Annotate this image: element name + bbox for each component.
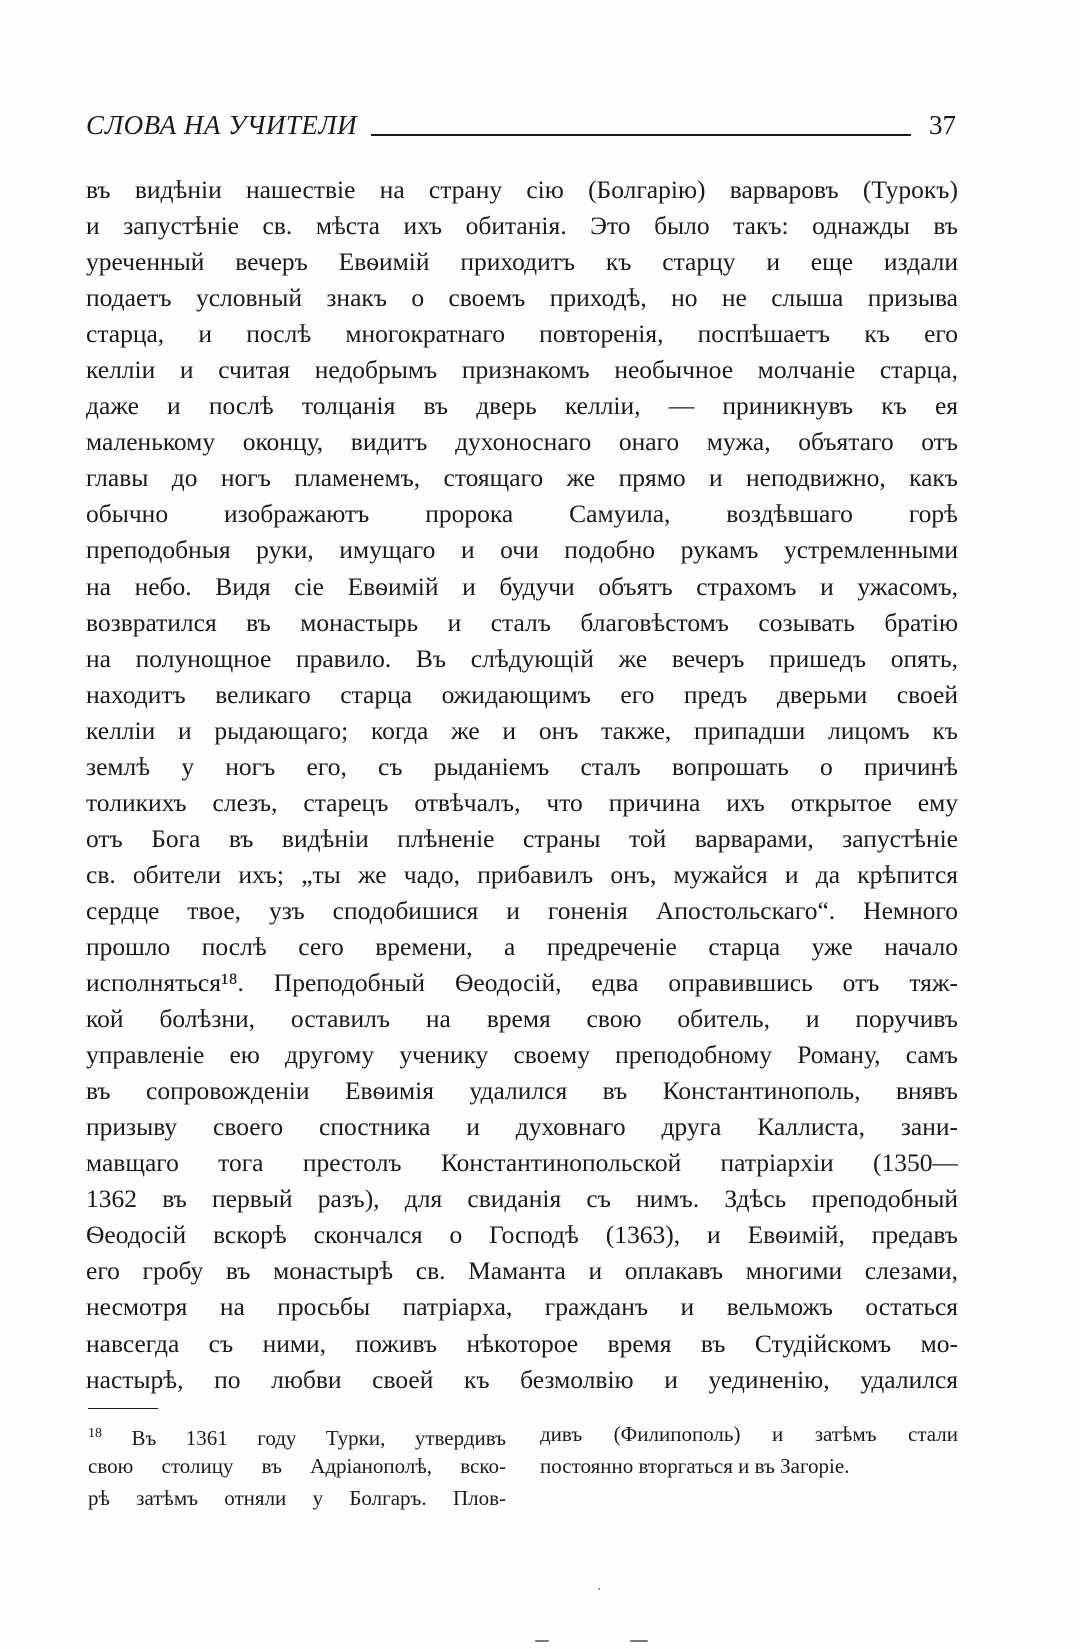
scan-speck: [535, 1640, 549, 1642]
body-line: настырѣ, по любви своей къ безмолвiю и уединенiю, удалился: [86, 1364, 958, 1394]
body-line: старца, и послѣ многократнаго повторенiя, поспѣшаетъ къ его: [86, 319, 958, 349]
body-line: несмотря на просьбы патрiарха, гражданъ и вельможъ остаться: [86, 1292, 958, 1322]
body-line: уреченный вечеръ Евѳимiй приходитъ къ старцу и еще издали: [86, 247, 958, 277]
footnote-marker: 18: [88, 1426, 102, 1441]
body-line: его гробу въ монастырѣ св. Маманта и оплакавъ многими слезами,: [86, 1256, 958, 1286]
body-line: даже и послѣ толцанiя въ дверь келлiи, — приникнувъ къ ея: [86, 391, 958, 421]
body-line: Ѳеодосiй вскорѣ скончался о Господѣ (1363), и Евѳимiй, предавъ: [86, 1220, 958, 1250]
footnote-column-right: [540, 1418, 958, 1482]
body-line: главы до ногъ пламенемъ, стоящаго же прямо и неподвижно, какъ: [86, 463, 958, 493]
body-line: землѣ у ногъ его, съ рыданiемъ сталъ вопрошать о причинѣ: [86, 751, 958, 781]
body-line: сердце твое, узъ сподобишися и гоненiя Апостольскаго“. Немного: [86, 895, 958, 925]
body-line: подаетъ условный знакъ о своемъ приходѣ, но не слыша призыва: [86, 283, 958, 313]
footnote-column-left: [88, 1418, 506, 1514]
body-text: [86, 172, 958, 1398]
body-line: келлiи и рыдающаго; когда же и онъ также, припадши лицомъ къ: [86, 715, 958, 745]
footnote-line: дивъ (Филипополь) и затѣмъ стали: [540, 1422, 958, 1446]
body-line: прошло послѣ сего времени, а предреченiе старца уже начало: [86, 931, 958, 961]
body-line: кой болѣзни, оставилъ на время свою обитель, и поручивъ: [86, 1004, 958, 1034]
running-head: [86, 110, 956, 150]
body-line: исполняться¹⁸. Преподобный Ѳеодосiй, едва оправившись отъ тяж-: [86, 968, 958, 998]
body-line: находитъ великаго старца ожидающимъ его предъ дверьми своей: [86, 679, 958, 709]
scan-speck: [630, 1640, 648, 1642]
body-line: въ сопровожденiи Евѳимiя удалился въ Константинополь, внявъ: [86, 1076, 958, 1106]
scan-speck: [598, 1588, 600, 1590]
body-line: маленькому оконцу, видитъ духоноснаго онаго мужа, объятаго отъ: [86, 427, 958, 457]
body-line: на небо. Видя сiе Евѳимiй и будучи объятъ страхомъ и ужасомъ,: [86, 571, 958, 601]
body-line: св. обители ихъ; „ты же чадо, прибавилъ онъ, мужайся и да крѣпится: [86, 859, 958, 889]
running-head-title: СЛОВА НА УЧИТЕЛИ: [86, 110, 358, 140]
footnote-line: постоянно вторгаться и въ Загорiе.: [540, 1454, 850, 1478]
body-line: отъ Бога въ видѣнiи плѣненiе страны той варварами, запустѣнiе: [86, 823, 958, 853]
body-line: и запустѣнiе св. мѣста ихъ обитанiя. Это было такъ: однажды въ: [86, 211, 958, 241]
body-line: на полунощное правило. Въ слѣдующiй же вечеръ пришедъ опять,: [86, 643, 958, 673]
footnote-line: рѣ затѣмъ отняли у Болгаръ. Плов-: [88, 1486, 506, 1510]
body-line: преподобныя руки, имущаго и очи подобно рукамъ устремленными: [86, 535, 958, 565]
body-line: обычно изображаютъ пророка Самуила, воздѣвшаго горѣ: [86, 499, 958, 529]
body-line: келлiи и считая недобрымъ признакомъ необычное молчанiе старца,: [86, 355, 958, 385]
body-line: призыву своего спостника и духовнаго друга Каллиста, зани-: [86, 1112, 958, 1142]
body-line: навсегда съ ними, поживъ нѣкоторое время въ Студiйскомъ мо-: [86, 1328, 958, 1358]
page-number: 37: [929, 110, 956, 140]
body-line: возвратился въ монастырь и сталъ благовѣстомъ созывать братiю: [86, 607, 958, 637]
body-line: управленiе ею другому ученику своему преподобному Роману, самъ: [86, 1040, 958, 1070]
footnote-line-text: Въ 1361 году Турки, утвердивъ: [131, 1426, 506, 1450]
body-line: мавщаго тога престолъ Константинопольской патрiархiи (1350—: [86, 1148, 958, 1178]
footnote-line: свою столицу въ Адрiанополѣ, вско-: [88, 1454, 506, 1478]
body-line: 1362 въ первый разъ), для свиданiя съ нимъ. Здѣсь преподобный: [86, 1184, 958, 1214]
body-line: въ видѣнiи нашествiе на страну сiю (Болгарiю) варваровъ (Турокъ): [86, 175, 958, 204]
footnote-rule: [88, 1408, 158, 1409]
footnote-line: [88, 1418, 506, 1450]
running-head-rule: [371, 134, 911, 136]
body-line: толикихъ слезъ, старецъ отвѣчалъ, что причина ихъ открытое ему: [86, 787, 958, 817]
